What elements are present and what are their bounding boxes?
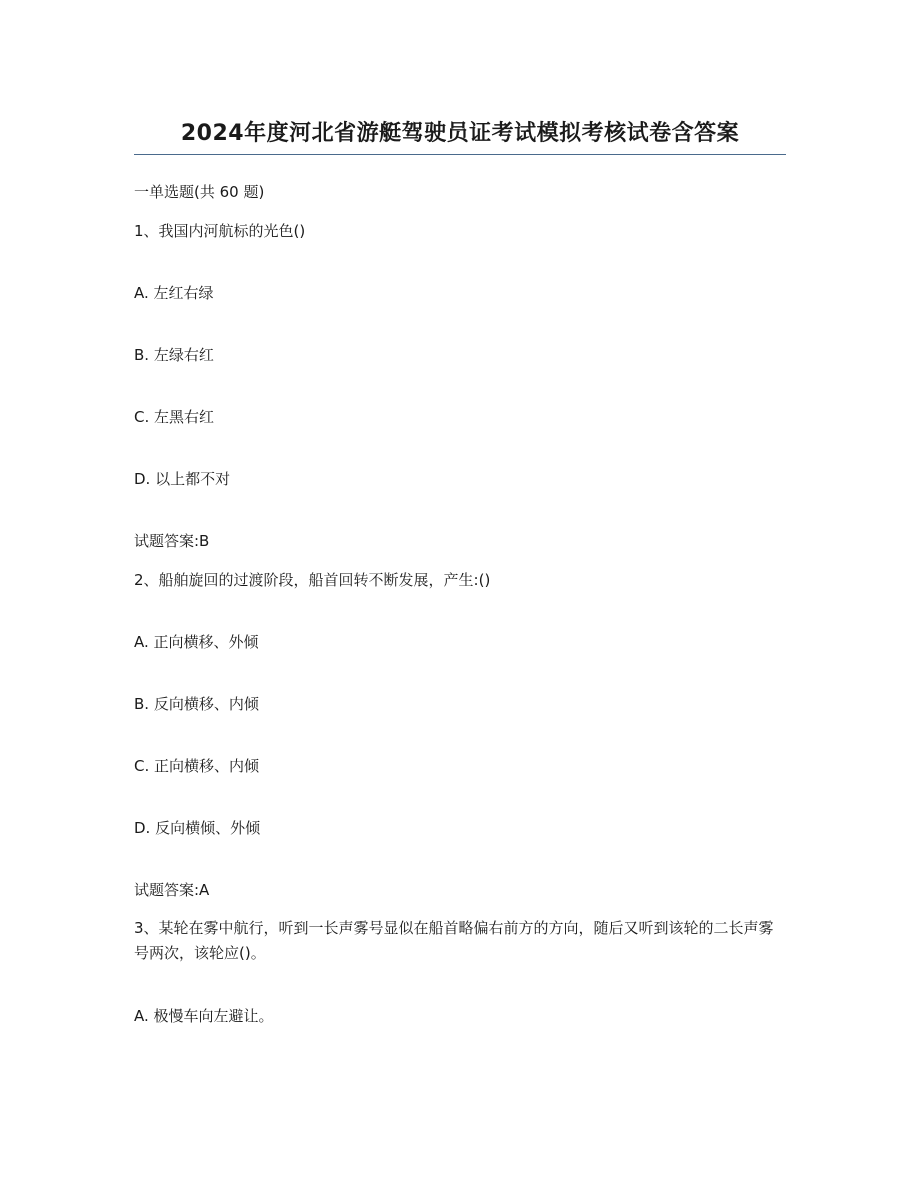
section-heading: 一单选题(共 60 题) — [134, 183, 265, 201]
question-1-answer: 试题答案:B — [134, 532, 210, 550]
question-3-stem: 3、某轮在雾中航行，听到一长声雾号显似在船首略偏右前方的方向，随后又听到该轮的二长声雾号两次，该轮应()。 — [134, 919, 774, 962]
question-1-option-c: C. 左黑右红 — [134, 408, 215, 426]
question-2-stem: 2、船舶旋回的过渡阶段，船首回转不断发展，产生:() — [134, 571, 491, 589]
document-title: 2024年度河北省游艇驾驶员证考试模拟考核试卷含答案 — [180, 121, 740, 146]
question-2-option-d: D. 反向横倾、外倾 — [134, 819, 261, 837]
question-2-option-b: B. 反向横移、内倾 — [134, 695, 259, 713]
title-underline — [134, 154, 786, 155]
question-2-answer: 试题答案:A — [134, 881, 210, 899]
question-3-option-a: A. 极慢车向左避让。 — [134, 1007, 274, 1025]
question-1-option-d: D. 以上都不对 — [134, 470, 231, 488]
question-2-option-a: A. 正向横移、外倾 — [134, 633, 259, 651]
question-1-option-b: B. 左绿右红 — [134, 346, 214, 364]
question-1-option-a: A. 左红右绿 — [134, 284, 214, 302]
question-1-stem: 1、我国内河航标的光色() — [134, 222, 306, 240]
question-2-option-c: C. 正向横移、内倾 — [134, 757, 260, 775]
